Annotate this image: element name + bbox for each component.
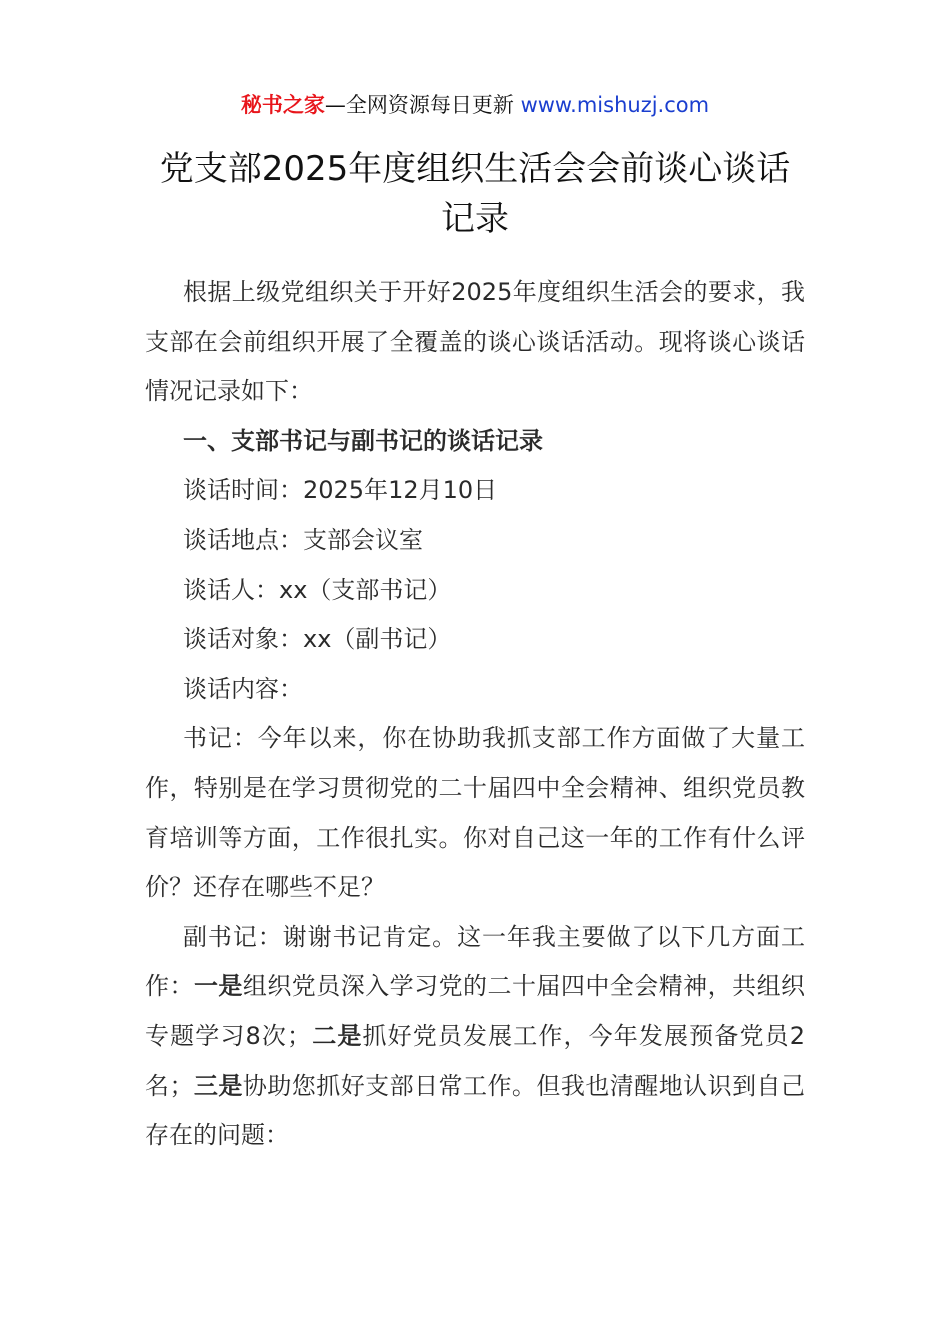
section-heading: 一、支部书记与副书记的谈话记录 <box>183 426 543 455</box>
header-tagline: —全网资源每日更新 <box>324 93 514 117</box>
talk-target: 谈话对象：xx（副书记） <box>183 625 452 654</box>
talk-place: 谈话地点：支部会议室 <box>183 525 423 554</box>
talk-content-label: 谈话内容： <box>183 674 303 703</box>
item2-text: 抓好党员发展工作，今年发展预备党员2名； <box>145 1021 805 1100</box>
deputy-paragraph <box>145 913 805 1161</box>
header-url[interactable]: www.mishuzj.com <box>520 93 710 117</box>
item1-label: 一是 <box>193 972 243 1001</box>
document-body <box>145 268 805 1161</box>
site-header <box>0 88 950 122</box>
secretary-paragraph: 书记：今年以来，你在协助我抓支部工作方面做了大量工作，特别是在学习贯彻党的二十届四中全会精神、组织党员教育培训等方面，工作很扎实。你对自己这一年的工作有什么评价？还存在哪些不足？ <box>145 724 805 902</box>
document-title: 党支部2025年度组织生活会会前谈心谈话记录 <box>159 149 791 239</box>
item2-label: 二是 <box>311 1021 363 1050</box>
item1-text: 组织党员深入学习党的二十届四中全会精神，共组织专题学习8次； <box>145 972 806 1050</box>
talk-speaker: 谈话人：xx（支部书记） <box>183 575 452 604</box>
intro-paragraph: 根据上级党组织关于开好2025年度组织生活会的要求，我支部在会前组织开展了全覆盖的谈心谈话活动。现将谈心谈话情况记录如下： <box>145 278 805 406</box>
header-brand: 秘书之家 <box>240 93 325 117</box>
talk-time: 谈话时间：2025年12月10日 <box>183 476 498 505</box>
deputy-lead: 副书记：谢谢书记肯定。这一年我主要做了以下几方面工作： <box>145 922 805 1001</box>
item3-text: 协助您抓好支部日常工作。但我也清醒地认识到自己存在的问题： <box>145 1071 806 1150</box>
item3-label: 三是 <box>193 1071 243 1100</box>
